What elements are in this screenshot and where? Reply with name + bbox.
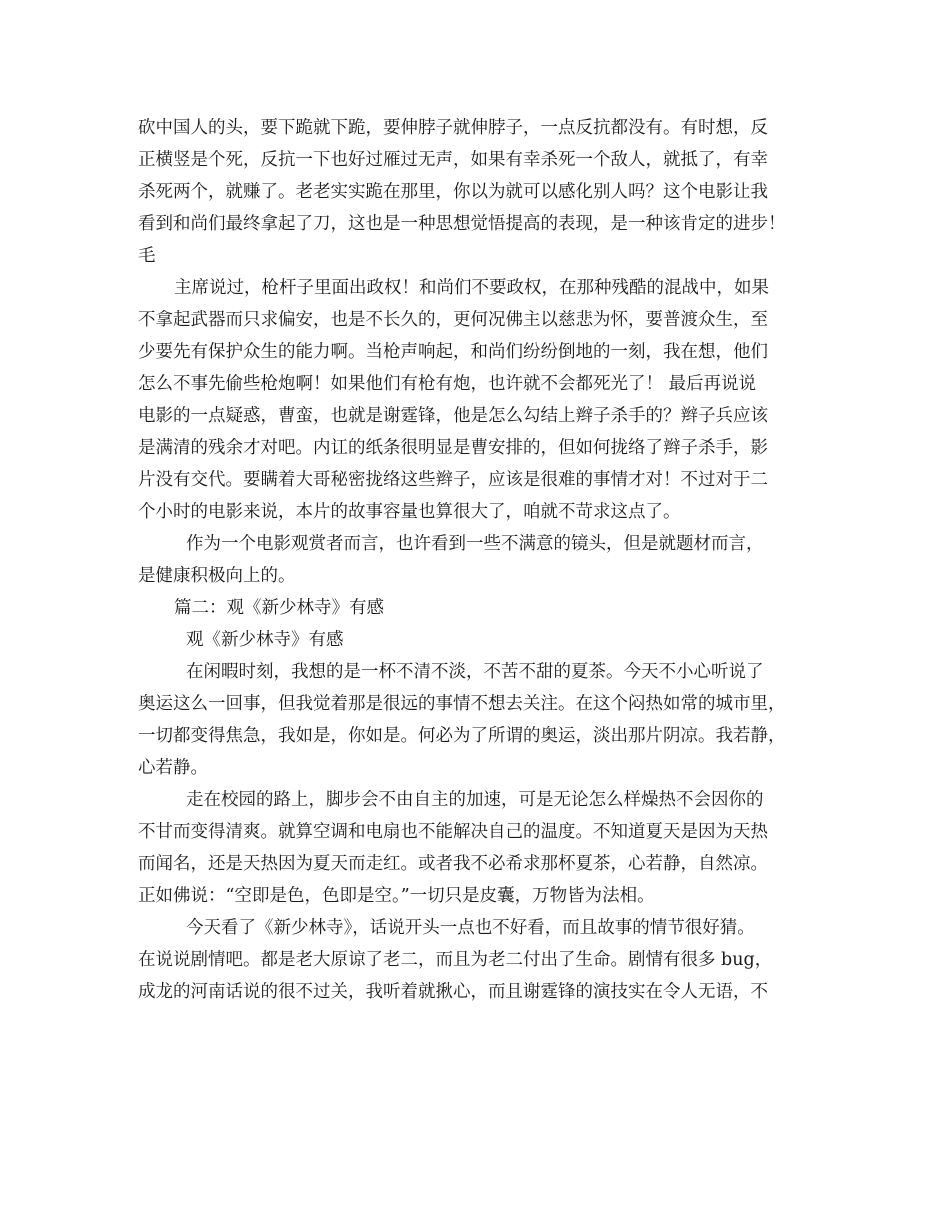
text-line: 是健康积极向上的。 [138,566,296,586]
text-line: 不甘而变得清爽。就算空调和电扇也不能解决自己的温度。不知道夏天是因为天热 [138,822,768,842]
text-line: 一切都变得焦急，我如是，你如是。何必为了所谓的奥运，淡出那片阴凉。我若静， [138,726,786,746]
text-line: 在说说剧情吧。都是老大原谅了老二，而且为老二付出了生命。剧情有很多 bug， [138,950,773,970]
text-line: 杀死两个，就赚了。老老实实跪在那里，你以为就可以感化别人吗？这个电影让我 [138,182,768,202]
paragraph-start-line: 作为一个电影观赏者而言，也许看到一些不满意的镜头，但是就题材而言， [186,534,764,554]
text-line: 怎么不事先偷些枪炮啊！如果他们有枪有炮，也许就不会都死光了！ 最后再说说 [138,374,757,394]
text-line: 个小时的电影来说，本片的故事容量也算很大了，咱就不苛求这点了。 [138,502,681,522]
paragraph-start-line: 主席说过，枪杆子里面出政权！和尚们不要政权，在那种残酷的混战中，如果 [174,278,769,298]
section-heading: 篇二：观《新少林寺》有感 [174,598,384,618]
text-line: 奥运这么一回事，但我觉着那是很远的事情不想去关注。在这个闷热如常的城市里， [138,694,786,714]
text-line: 看到和尚们最终拿起了刀，这也是一种思想觉悟提高的表现，是一种该肯定的进步！ [138,214,786,234]
text-line: 正如佛说：“空即是色，色即是空。”一切只是皮囊，万物皆为法相。 [138,886,655,906]
text-line: 心若静。 [138,758,208,778]
paragraph-start-line: 在闲暇时刻，我想的是一杯不清不淡，不苦不甜的夏茶。今天不小心听说了 [186,662,764,682]
document-body [138,112,828,1008]
paragraph-start-line: 今天看了《新少林寺》，话说开头一点也不好看，而且故事的情节很好猜。 [186,918,755,938]
text-line: 正横竖是个死，反抗一下也好过雁过无声，如果有幸杀死一个敌人，就抵了，有幸 [138,150,768,170]
text-line: 少要先有保护众生的能力啊。当枪声响起，和尚们纷纷倒地的一刻，我在想，他们 [138,342,768,362]
text-line: 成龙的河南话说的很不过关，我听着就揪心，而且谢霆锋的演技实在令人无语，不 [138,982,768,1002]
text-line: 毛 [138,246,156,266]
text-line: 片没有交代。要瞒着大哥秘密拢络这些辫子，应该是很难的事情才对！不过对于二 [138,470,768,490]
article-title: 观《新少林寺》有感 [186,630,344,650]
paragraph-start-line: 走在校园的路上，脚步会不由自主的加速，可是无论怎么样燥热不会因你的 [186,790,764,810]
text-line: 不拿起武器而只求偏安，也是不长久的，更何况佛主以慈悲为怀，要普渡众生，至 [138,310,768,330]
text-line: 而闻名，还是天热因为夏天而走红。或者我不必希求那杯夏茶，心若静，自然凉。 [138,854,768,874]
text-line: 电影的一点疑惑，曹蛮，也就是谢霆锋，他是怎么勾结上辫子杀手的？辫子兵应该 [138,406,768,426]
text-line: 砍中国人的头，要下跪就下跪，要伸脖子就伸脖子，一点反抗都没有。有时想，反 [138,118,768,138]
text-line: 是满清的残余才对吧。内讧的纸条很明显是曹安排的，但如何拢络了辫子杀手，影 [138,438,768,458]
